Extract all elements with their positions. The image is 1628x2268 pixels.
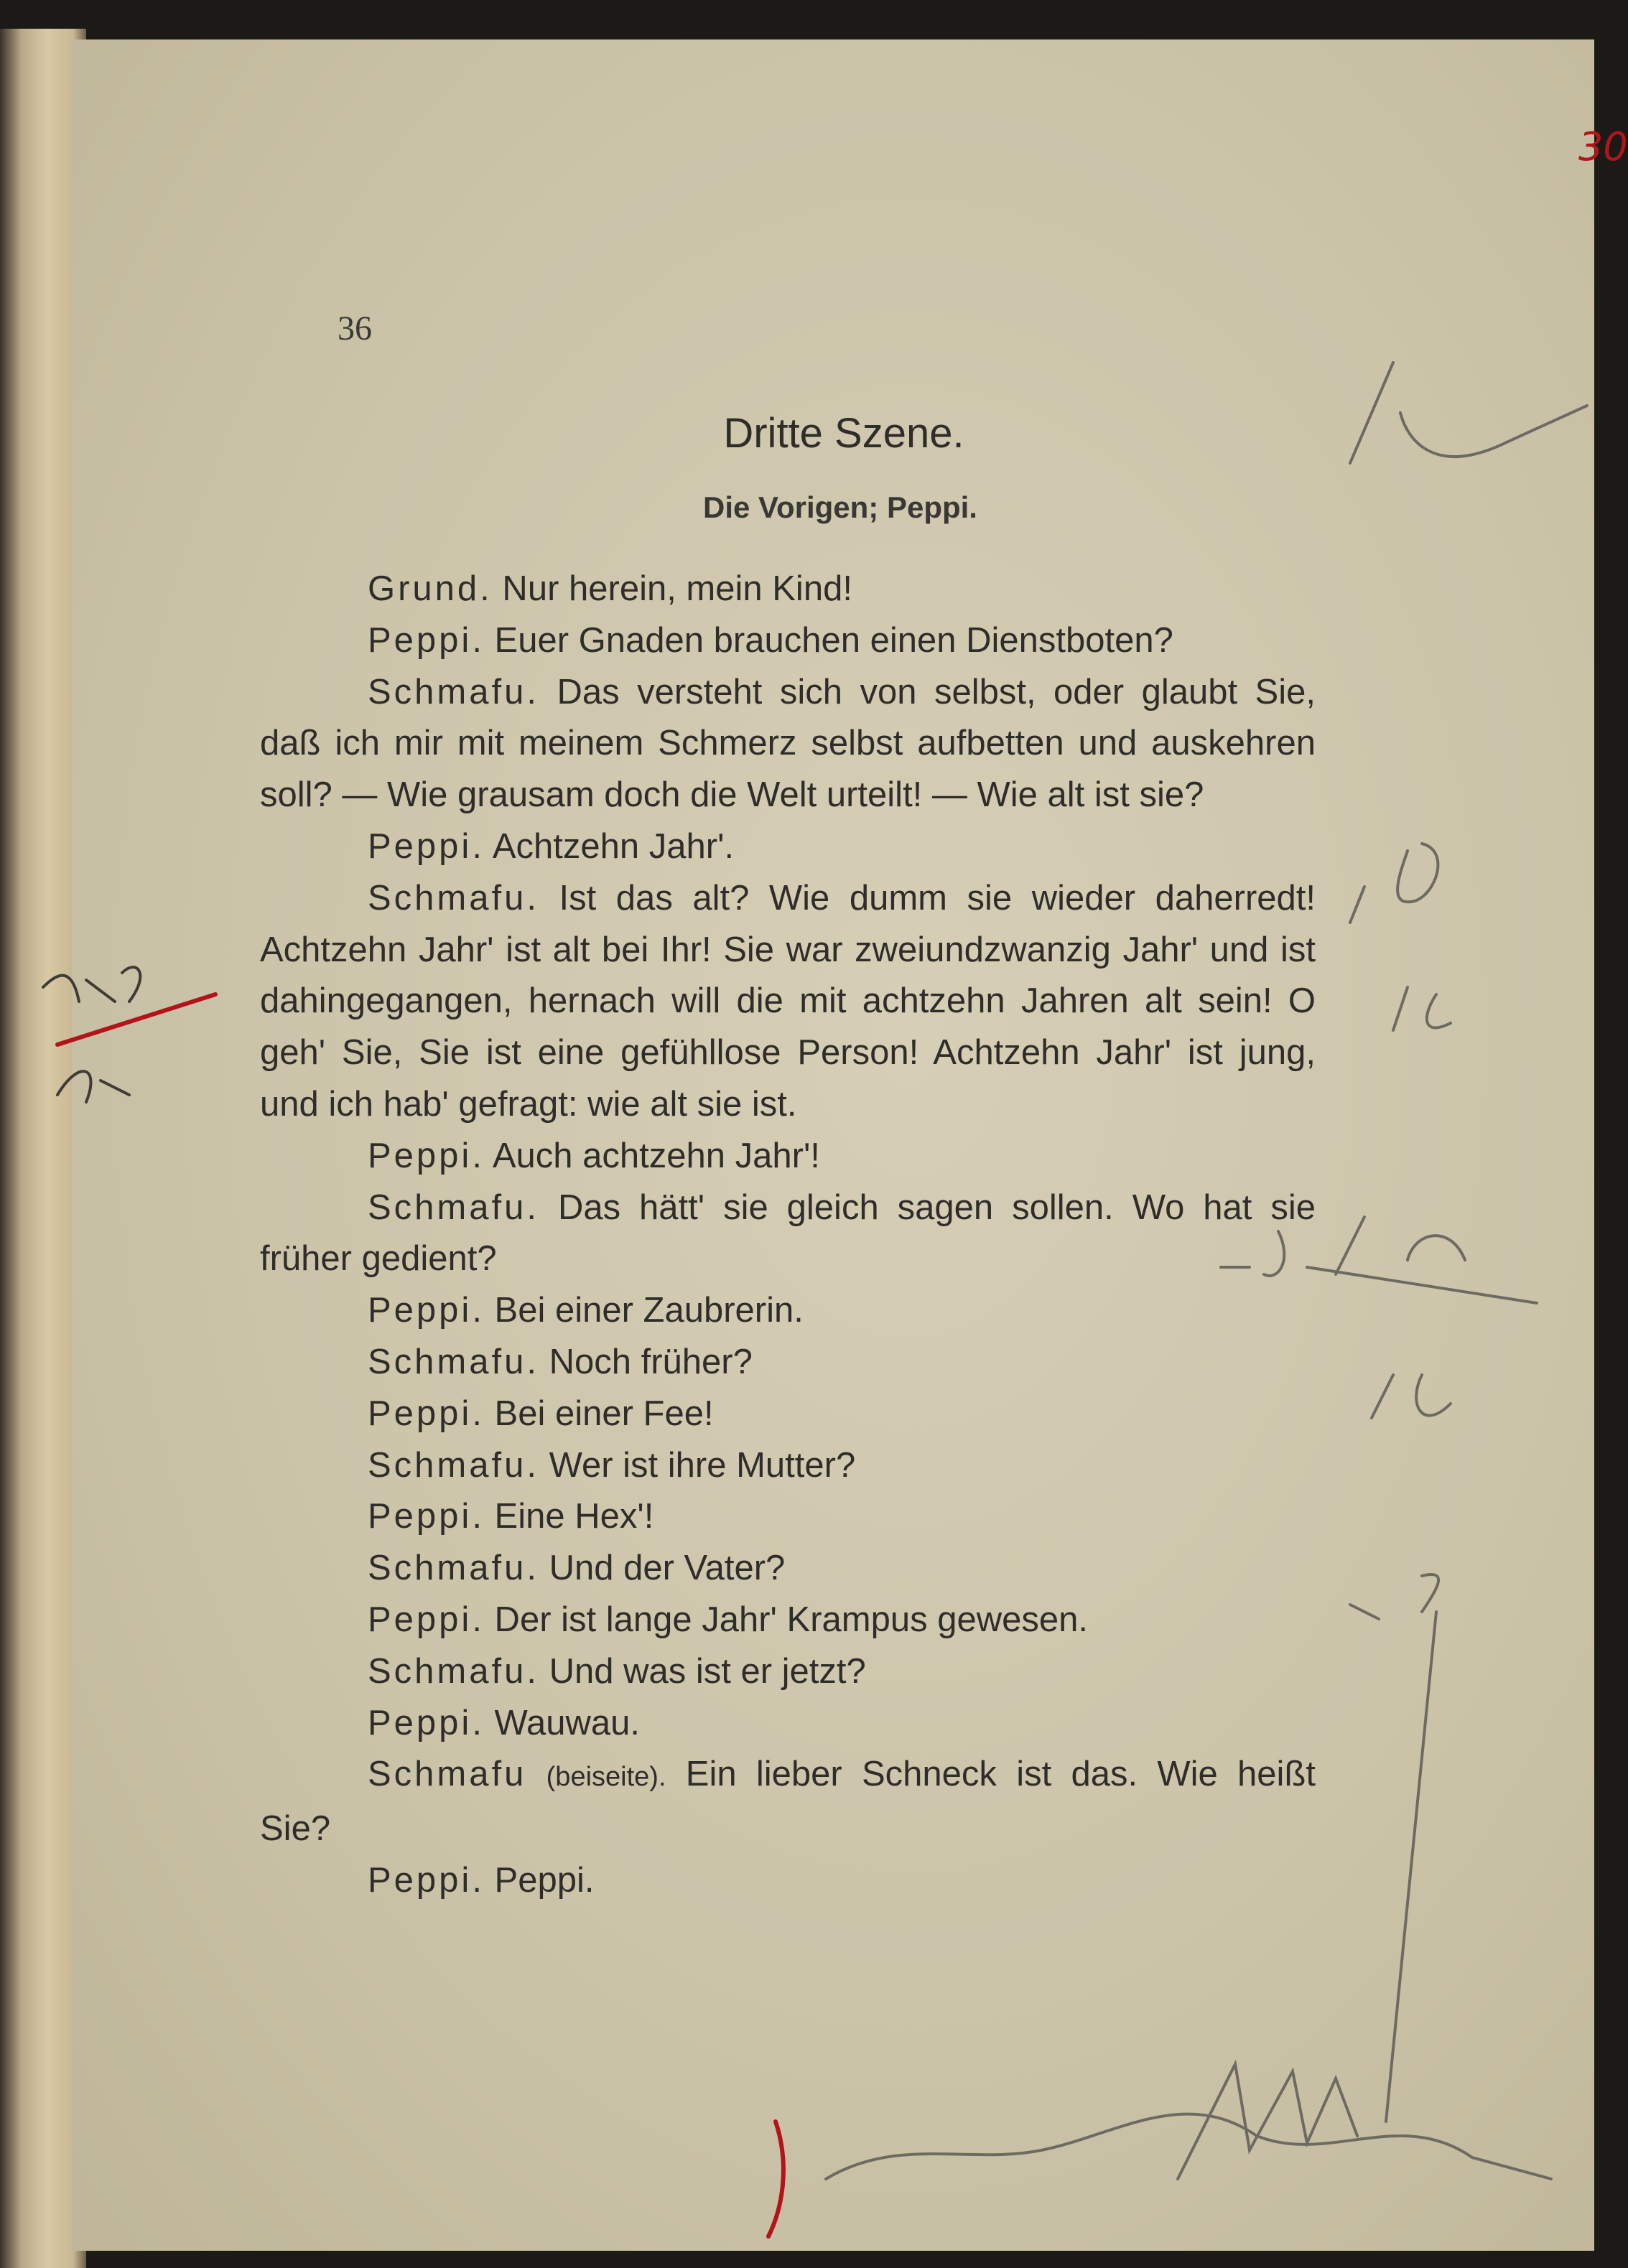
book-page <box>72 39 1628 2251</box>
speaker: Schmafu. <box>368 1549 539 1588</box>
speaker: Schmafu <box>368 1755 527 1794</box>
scene-title: Dritte Szene. <box>723 410 964 457</box>
speaker: Peppi. <box>368 826 485 866</box>
speaker: Peppi. <box>368 1497 485 1536</box>
speaker: Schmafu. <box>368 1187 539 1227</box>
handwritten-note <box>826 2114 1551 2179</box>
struck-mark <box>1307 1217 1537 1303</box>
speaker: Schmafu. <box>368 1445 539 1485</box>
page-number: 36 <box>338 309 372 347</box>
speaker: Peppi. <box>368 1291 485 1330</box>
speaker: Peppi. <box>368 1600 485 1639</box>
red-pencil-stroke <box>768 2122 783 2236</box>
margin-mark <box>1221 1231 1284 1276</box>
speaker: Schmafu. <box>368 878 539 918</box>
line-text: Bei einer Zaubrerin. <box>484 1291 804 1330</box>
speaker: Grund. <box>368 569 493 608</box>
margin-mark <box>1372 1375 1451 1418</box>
pencil-annotations <box>72 39 1594 2251</box>
margin-mark <box>1350 363 1587 463</box>
line-text: Bei einer Fee! <box>484 1394 714 1433</box>
speaker: Schmafu. <box>368 1342 539 1381</box>
line-text: Ist das alt? Wie dumm sie wieder daherredt! Achtzehn Jahr' ist alt bei Ihr! Sie war zweiundzwanzig Jahr' und ist dahingegangen, hernach will die mit achtzehn Jahren alt sein! O geh' Sie, Sie ist eine gefühllose Person! Achtzehn Jahr' ist jung, und ich hab' gefragt: wie alt sie ist. <box>260 878 1316 1124</box>
line-text: Und der Vater? <box>539 1549 786 1588</box>
line-text: Eine Hex'! <box>484 1497 654 1536</box>
speaker: Schmafu. <box>368 1651 539 1691</box>
cast-list: Die Vorigen; Peppi. <box>703 490 977 524</box>
margin-mark <box>1350 844 1438 923</box>
line-text: Ein lieber Schneck ist das. Wie heißt Sie? <box>260 1755 1316 1849</box>
line-text: Das versteht sich von selbst, oder glaubt Sie, daß ich mir mit meinem Schmerz selbst aufbetten und auskehren soll? — Wie grausam doch die Welt urteilt! — Wie alt ist sie? <box>260 672 1316 815</box>
line-text: Euer Gnaden brauchen einen Dienstboten? <box>484 620 1173 660</box>
folio-number: 30 <box>1578 124 1628 169</box>
line-text: Noch früher? <box>539 1342 753 1381</box>
speaker: Peppi. <box>368 1394 485 1433</box>
speaker: Peppi. <box>368 1136 485 1175</box>
line-text: Achtzehn Jahr'. <box>484 826 735 866</box>
handwritten-note <box>1178 2064 1357 2179</box>
line-text: Wer ist ihre Mutter? <box>539 1445 856 1485</box>
red-pencil-stroke <box>57 994 215 1045</box>
stage-direction: (beiseite). <box>546 1762 666 1793</box>
line-text: Und was ist er jetzt? <box>539 1651 866 1691</box>
speaker: Peppi. <box>368 620 485 660</box>
speaker: Schmafu. <box>368 672 539 711</box>
line-text: Nur herein, mein Kind! <box>492 569 852 608</box>
speaker: Peppi. <box>368 1703 485 1742</box>
margin-mark <box>1393 987 1451 1030</box>
line-text: Der ist lange Jahr' Krampus gewesen. <box>484 1600 1088 1639</box>
line-text: Das hätt' sie gleich sagen sollen. Wo hat sie früher gedient? <box>260 1187 1316 1279</box>
speaker: Peppi. <box>368 1860 485 1900</box>
line-text: Wauwau. <box>484 1703 640 1742</box>
margin-mark <box>1350 1574 1438 2122</box>
line-text: Peppi. <box>484 1860 595 1900</box>
line-text: Auch achtzehn Jahr'! <box>484 1136 820 1175</box>
